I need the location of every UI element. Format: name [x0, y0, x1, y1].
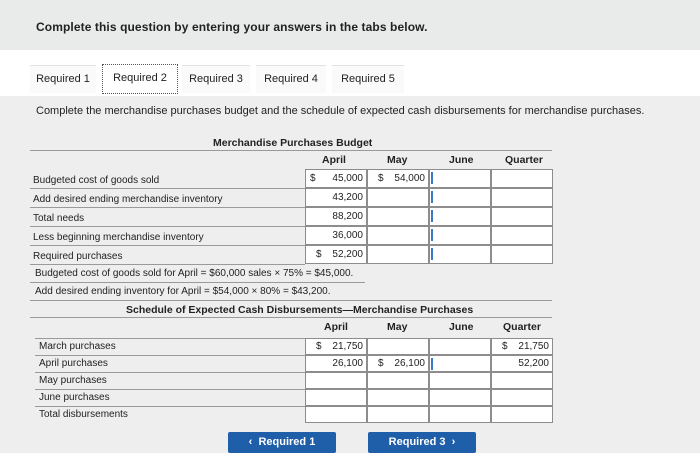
disb-may-quarter-input[interactable]: [491, 372, 553, 389]
disb-june-may-input[interactable]: [367, 389, 429, 406]
tab-required-5[interactable]: Required 5: [332, 65, 404, 93]
disb-june-june-input[interactable]: [429, 389, 491, 406]
disb-april-june-input[interactable]: [429, 355, 491, 372]
value: 21,750: [332, 341, 363, 352]
currency-sign: $: [310, 173, 316, 184]
row-label-may-purchases: May purchases: [39, 375, 107, 386]
row-label-total-needs: Total needs: [33, 213, 85, 224]
divider: [30, 317, 552, 318]
disb-may-may-input[interactable]: [367, 372, 429, 389]
budget-required-may-input[interactable]: [367, 245, 429, 264]
divider: [30, 264, 305, 265]
col-april: April: [324, 321, 348, 333]
value: 52,200: [518, 358, 549, 369]
budget-required-quarter-input[interactable]: [491, 245, 553, 264]
tab-required-2[interactable]: Required 2: [102, 64, 178, 94]
note-cogs: Budgeted cost of goods sold for April = $60,000 sales × 75% = $45,000.: [35, 268, 354, 279]
disb-april-quarter-cell[interactable]: [491, 355, 553, 372]
prev-required-button[interactable]: [228, 432, 336, 453]
disb-total-april-input[interactable]: [305, 406, 367, 423]
budget-beginning-april-cell[interactable]: [305, 226, 367, 245]
currency-sign: $: [316, 249, 322, 260]
value: 45,000: [332, 173, 363, 184]
disb-total-may-input[interactable]: [367, 406, 429, 423]
next-button-label: Required 3: [388, 436, 446, 448]
row-label-beginning-inventory: Less beginning merchandise inventory: [33, 232, 204, 243]
value: 54,000: [394, 173, 425, 184]
budget-ending-may-input[interactable]: [367, 188, 429, 207]
divider: [30, 207, 305, 208]
divider: [35, 389, 305, 390]
divider: [35, 372, 305, 373]
budget-total-june-input[interactable]: [429, 207, 491, 226]
chevron-left-icon: ‹: [248, 436, 253, 448]
disb-june-april-input[interactable]: [305, 389, 367, 406]
divider: [30, 150, 552, 151]
currency-sign: $: [316, 341, 322, 352]
row-label-total-disbursements: Total disbursements: [39, 409, 128, 420]
note-ending-inventory: Add desired ending inventory for April = $54,000 × 80% = $43,200.: [35, 286, 331, 297]
currency-sign: $: [378, 358, 384, 369]
budget-beginning-june-input[interactable]: [429, 226, 491, 245]
tabs-row: [0, 50, 700, 96]
tab-required-3[interactable]: Required 3: [182, 65, 250, 93]
value: 26,100: [394, 358, 425, 369]
col-quarter: Quarter: [505, 154, 543, 166]
divider: [30, 300, 552, 301]
col-quarter: Quarter: [503, 321, 541, 333]
disb-may-june-input[interactable]: [429, 372, 491, 389]
budget-cogs-may-cell[interactable]: [367, 169, 429, 188]
divider: [35, 338, 305, 339]
disb-april-may-cell[interactable]: [367, 355, 429, 372]
tab-required-1[interactable]: Required 1: [30, 65, 96, 93]
divider: [30, 245, 305, 246]
next-required-button[interactable]: [368, 432, 476, 453]
tab-required-4[interactable]: Required 4: [256, 65, 326, 93]
budget-ending-june-input[interactable]: [429, 188, 491, 207]
budget-total-may-input[interactable]: [367, 207, 429, 226]
purchases-budget-title: Merchandise Purchases Budget: [213, 137, 373, 149]
budget-cogs-quarter-cell[interactable]: [491, 169, 553, 188]
disb-may-april-input[interactable]: [305, 372, 367, 389]
divider: [30, 282, 365, 283]
row-label-march-purchases: March purchases: [39, 341, 116, 352]
disb-total-quarter-input[interactable]: [491, 406, 553, 423]
row-label-budgeted-cogs: Budgeted cost of goods sold: [33, 175, 160, 186]
budget-cogs-april-cell[interactable]: [305, 169, 367, 188]
budget-total-quarter-input[interactable]: [491, 207, 553, 226]
col-june: June: [449, 154, 474, 166]
row-label-april-purchases: April purchases: [39, 358, 108, 369]
row-label-ending-inventory: Add desired ending merchandise inventory: [33, 194, 223, 205]
row-label-required-purchases: Required purchases: [33, 251, 123, 262]
budget-required-april-cell[interactable]: [305, 245, 367, 264]
disb-march-april-cell[interactable]: [305, 338, 367, 355]
divider: [35, 406, 305, 407]
col-may: May: [387, 321, 408, 333]
disb-march-june-input[interactable]: [429, 338, 491, 355]
value: 52,200: [332, 249, 363, 260]
disb-april-april-cell[interactable]: [305, 355, 367, 372]
divider: [35, 355, 305, 356]
disb-march-may-input[interactable]: [367, 338, 429, 355]
currency-sign: $: [378, 173, 384, 184]
instruction-text: Complete the merchandise purchases budget and the schedule of expected cash disbursements for merchandise purchases.: [36, 105, 645, 117]
prev-button-label: Required 1: [258, 436, 316, 448]
col-april: April: [322, 154, 346, 166]
budget-cogs-june-input[interactable]: [429, 169, 491, 188]
value: 88,200: [332, 211, 363, 222]
budget-ending-april-cell[interactable]: [305, 188, 367, 207]
budget-beginning-may-input[interactable]: [367, 226, 429, 245]
divider: [30, 188, 305, 189]
col-may: May: [387, 154, 408, 166]
row-label-june-purchases: June purchases: [39, 392, 110, 403]
chevron-right-icon: ›: [451, 436, 456, 448]
value: 43,200: [332, 192, 363, 203]
currency-sign: $: [502, 341, 508, 352]
value: 36,000: [332, 230, 363, 241]
budget-ending-quarter-input[interactable]: [491, 188, 553, 207]
disb-march-quarter-cell[interactable]: [491, 338, 553, 355]
divider: [30, 226, 305, 227]
col-june: June: [449, 321, 474, 333]
budget-total-april-cell[interactable]: [305, 207, 367, 226]
disb-june-quarter-input[interactable]: [491, 389, 553, 406]
value: 26,100: [332, 358, 363, 369]
budget-required-june-input[interactable]: [429, 245, 491, 264]
question-title: Complete this question by entering your answers in the tabs below.: [36, 20, 428, 34]
disbursements-title: Schedule of Expected Cash Disbursements—Merchandise Purchases: [126, 304, 474, 316]
disb-total-june-input[interactable]: [429, 406, 491, 423]
value: 21,750: [518, 341, 549, 352]
budget-beginning-quarter-input[interactable]: [491, 226, 553, 245]
